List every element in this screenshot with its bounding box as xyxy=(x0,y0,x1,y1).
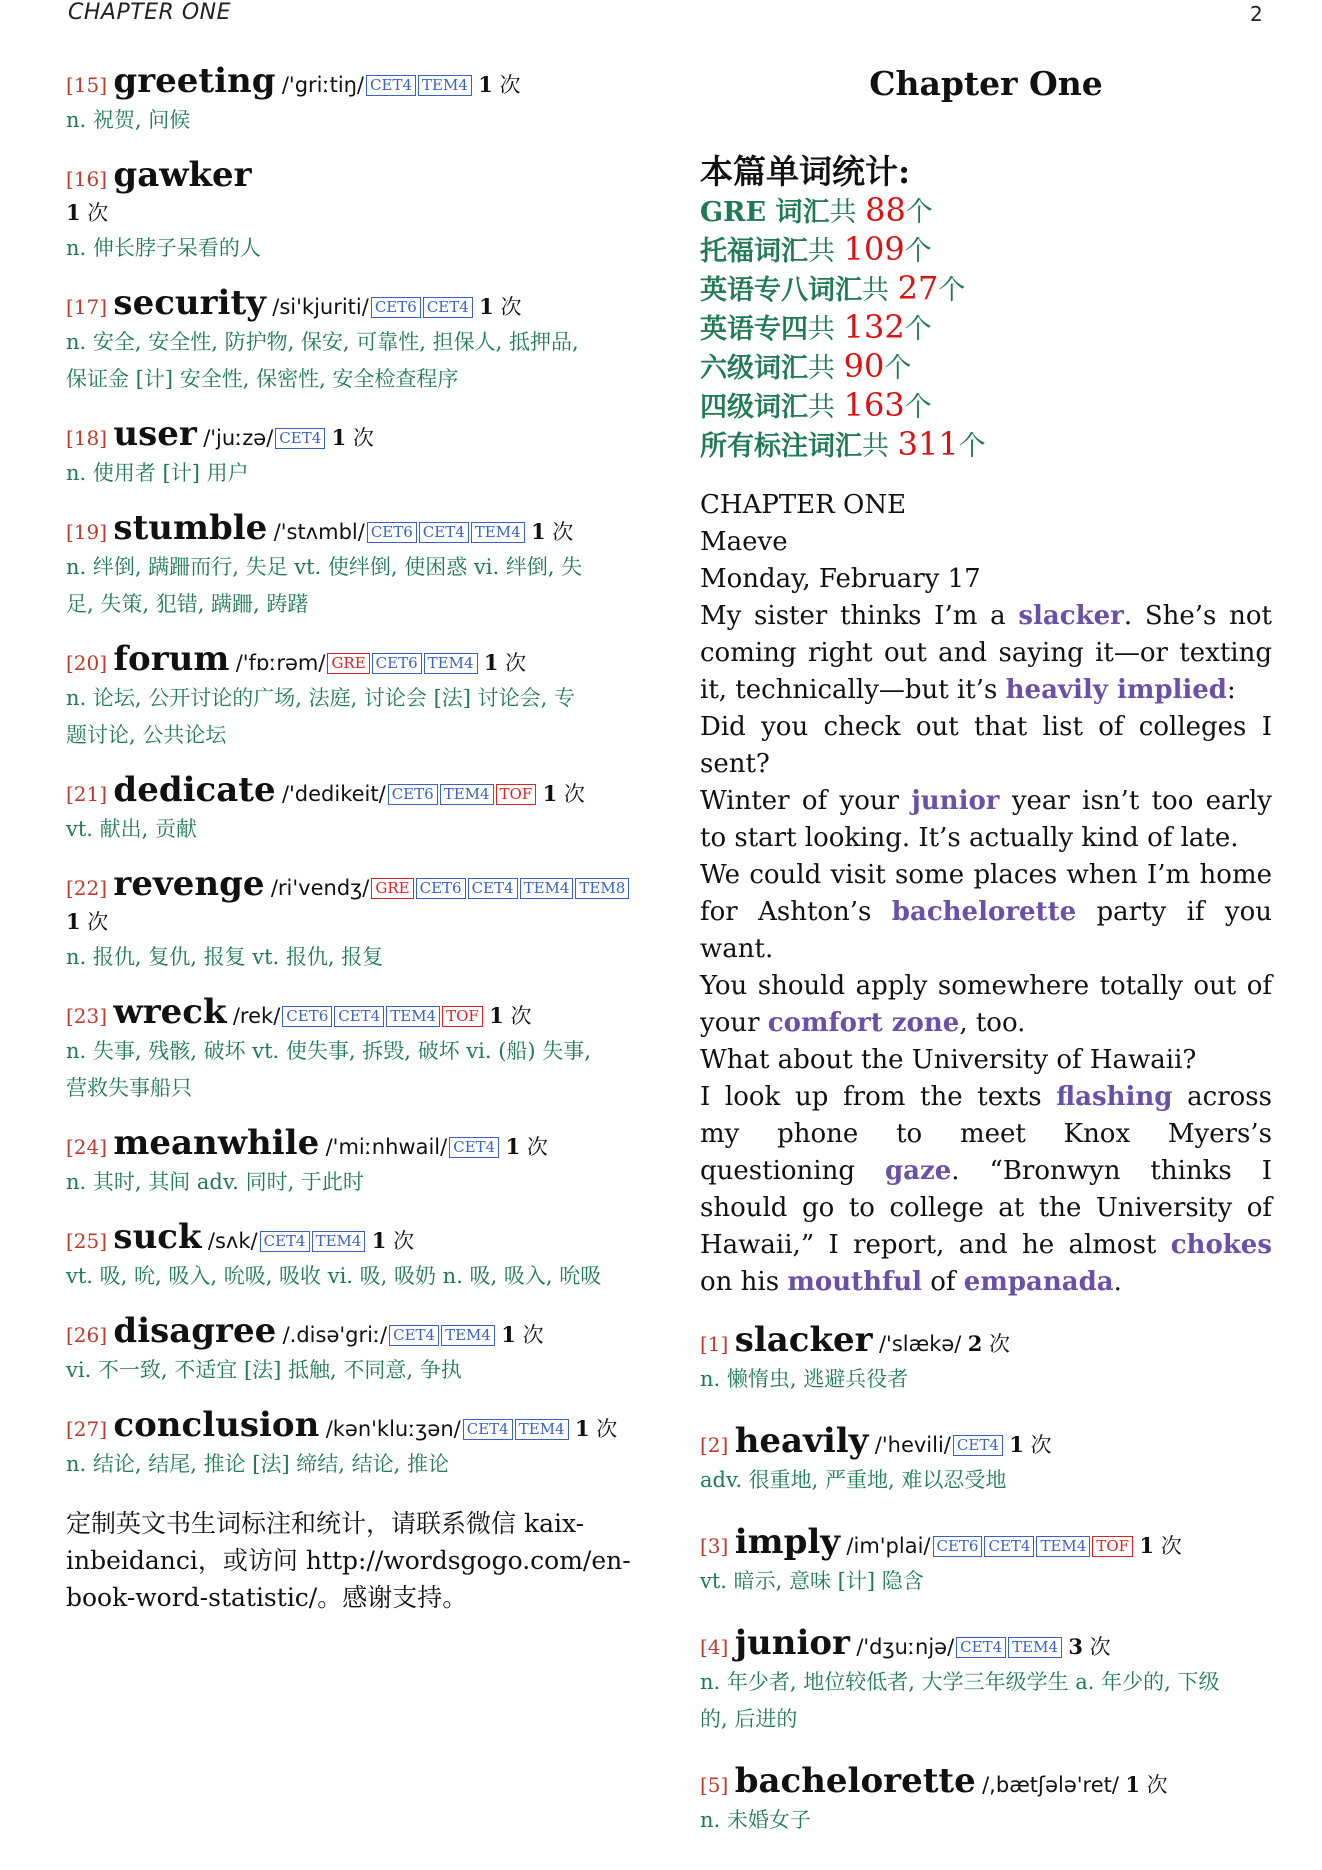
running-header: CHAPTER ONE xyxy=(68,0,232,25)
count-line xyxy=(66,196,641,230)
count-unit: 次 xyxy=(1154,1534,1182,1558)
story-narrator: Maeve xyxy=(700,527,788,557)
stat-gong: 共 xyxy=(808,392,844,423)
definition: n. 绊倒, 蹒跚而行, 失足 vt. 使绊倒, 使困惑 vi. 绊倒, 失 xyxy=(66,555,583,579)
phonetic: /'dedikeit/ xyxy=(281,782,386,806)
count-number: 1 xyxy=(371,1228,387,1253)
phonetic: /'miːnhwail/ xyxy=(325,1135,448,1159)
entry-headline xyxy=(66,1217,641,1258)
count-number: 1 xyxy=(1125,1772,1140,1797)
definition: adv. 很重地, 严重地, 难以忍受地 xyxy=(700,1468,1007,1492)
entry-headline xyxy=(66,61,641,102)
count-number: 3 xyxy=(1068,1634,1083,1659)
stat-count: 132 xyxy=(843,308,905,346)
vocab-entry xyxy=(700,1421,1272,1499)
count-unit: 次 xyxy=(498,651,527,675)
stat-row xyxy=(700,270,1272,309)
highlighted-word: bachelorette xyxy=(891,897,1077,927)
entry-headline xyxy=(66,1123,641,1164)
phonetic: /'fɒːrəm/ xyxy=(235,651,326,675)
headword: slacker xyxy=(734,1320,873,1360)
count-unit: 次 xyxy=(386,1229,415,1253)
definition: n. 结论, 结尾, 推论 [法] 缔结, 结论, 推论 xyxy=(66,1452,450,1476)
headword: conclusion xyxy=(113,1405,320,1445)
count-number: 1 xyxy=(542,781,558,806)
entry-number: [25] xyxy=(66,1229,108,1253)
left-column xyxy=(66,61,641,1616)
stat-label: 四级词汇 xyxy=(700,392,808,423)
headword: greeting xyxy=(113,61,276,101)
vocab-entry xyxy=(66,992,641,1107)
occurrence-count xyxy=(1009,1433,1051,1457)
highlighted-word: empanada xyxy=(963,1267,1114,1297)
headword: bachelorette xyxy=(734,1761,976,1801)
vocab-entry xyxy=(66,639,641,754)
occurrence-count xyxy=(484,651,526,675)
count-unit: 次 xyxy=(1023,1433,1052,1457)
entry-headline xyxy=(66,1405,641,1446)
entry-headline xyxy=(66,770,641,811)
count-unit: 次 xyxy=(503,1004,532,1028)
exam-tag: CET4 xyxy=(366,75,416,96)
entry-number: [5] xyxy=(700,1773,729,1797)
exam-tag: TOF xyxy=(1092,1536,1133,1557)
definition: n. 报仇, 复仇, 报复 vt. 报仇, 报复 xyxy=(66,945,384,969)
count-unit: 次 xyxy=(346,426,374,450)
exam-tag: TEM4 xyxy=(1036,1536,1090,1557)
exam-tag: CET6 xyxy=(388,784,438,805)
entry-headline xyxy=(700,1761,1272,1802)
definition: 营救失事船只 xyxy=(66,1076,192,1100)
vocab-entry xyxy=(66,1405,641,1483)
phonetic: /im'plai/ xyxy=(846,1534,931,1558)
occurrence-count xyxy=(372,1229,414,1253)
exam-tag: CET6 xyxy=(416,878,466,899)
count-number: 1 xyxy=(489,1003,504,1028)
exam-tag: TEM4 xyxy=(515,1419,569,1440)
entry-number: [21] xyxy=(66,782,108,806)
definition: 保证金 [计] 安全性, 保密性, 安全检查程序 xyxy=(66,367,459,391)
entry-headline xyxy=(700,1421,1272,1462)
count-number: 1 xyxy=(505,1134,521,1159)
count-unit: 次 xyxy=(80,910,109,934)
headword: meanwhile xyxy=(113,1123,320,1163)
stat-unit: 个 xyxy=(904,236,932,267)
stat-unit: 个 xyxy=(904,392,932,423)
exam-tag: TEM4 xyxy=(418,75,472,96)
headword: heavily xyxy=(734,1421,869,1461)
exam-tag: TEM4 xyxy=(1008,1637,1062,1658)
headword: junior xyxy=(734,1623,850,1663)
count-number: 1 xyxy=(574,1416,590,1441)
entry-number: [4] xyxy=(700,1635,729,1659)
count-unit: 次 xyxy=(557,782,585,806)
entry-headline xyxy=(66,864,641,905)
entry-number: [18] xyxy=(66,426,108,450)
exam-tag: TEM4 xyxy=(386,1006,440,1027)
stat-count: 311 xyxy=(897,425,959,463)
count-number: 1 xyxy=(331,425,347,450)
exam-tag: TEM4 xyxy=(440,784,494,805)
definition: n. 其时, 其间 adv. 同时, 于此时 xyxy=(66,1170,364,1194)
definition: 足, 失策, 犯错, 蹒跚, 踌躇 xyxy=(66,592,309,616)
occurrence-count xyxy=(1125,1773,1167,1797)
stat-count: 27 xyxy=(897,269,939,307)
stat-unit: 个 xyxy=(958,431,986,462)
occurrence-count xyxy=(1068,1635,1110,1659)
stat-row xyxy=(700,192,1272,231)
occurrence-count xyxy=(1139,1534,1181,1558)
stat-gong: 共 xyxy=(808,314,844,345)
headword: suck xyxy=(113,1217,202,1257)
exam-tag: TOF xyxy=(496,784,537,805)
exam-tag: CET6 xyxy=(372,653,422,674)
headword: imply xyxy=(734,1522,841,1562)
story-text xyxy=(700,487,1272,1301)
occurrence-count xyxy=(66,201,108,225)
entry-headline xyxy=(66,414,641,455)
definition: n. 失事, 残骸, 破坏 vt. 使失事, 拆毁, 破坏 vi. (船) 失事, xyxy=(66,1039,591,1063)
headword: disagree xyxy=(113,1311,277,1351)
story-paragraph: Did you check out that list of colleges I sent? xyxy=(700,712,1272,779)
phonetic: /'dʒuːnjə/ xyxy=(856,1635,955,1659)
exam-tag: CET4 xyxy=(468,878,518,899)
entry-headline xyxy=(66,1311,641,1352)
vocab-entry xyxy=(700,1761,1272,1839)
count-unit: 次 xyxy=(1139,1773,1168,1797)
exam-tag: GRE xyxy=(327,653,369,674)
occurrence-count xyxy=(543,782,585,806)
occurrence-count xyxy=(66,910,108,934)
page-number: 2 xyxy=(1250,2,1263,26)
headword: stumble xyxy=(113,508,268,548)
entry-headline xyxy=(66,992,641,1033)
occurrence-count xyxy=(478,73,520,97)
entry-headline xyxy=(700,1522,1272,1563)
exam-tag: TEM4 xyxy=(441,1325,495,1346)
phonetic: /'stʌmbl/ xyxy=(273,520,365,544)
count-unit: 次 xyxy=(520,1135,548,1159)
vocab-entry xyxy=(700,1320,1272,1398)
stat-label: 所有标注词汇 xyxy=(700,431,862,462)
entry-number: [3] xyxy=(700,1534,729,1558)
vocab-entry xyxy=(66,283,641,398)
phonetic: /'slækə/ xyxy=(878,1332,962,1356)
count-number: 1 xyxy=(66,200,81,225)
vocab-entry xyxy=(66,1123,641,1201)
stat-unit: 个 xyxy=(884,353,912,384)
count-number: 1 xyxy=(478,72,493,97)
headword: wreck xyxy=(113,992,227,1032)
count-unit: 次 xyxy=(545,520,574,544)
occurrence-count xyxy=(531,520,573,544)
entry-number: [23] xyxy=(66,1004,108,1028)
occurrence-count xyxy=(489,1004,531,1028)
stat-row xyxy=(700,426,1272,465)
promo-line: 定制英文书生词标注和统计，请联系微信 kaix- xyxy=(66,1509,585,1538)
count-unit: 次 xyxy=(1082,1635,1111,1659)
entry-number: [26] xyxy=(66,1323,108,1347)
exam-tag: TOF xyxy=(442,1006,483,1027)
exam-tag: CET6 xyxy=(282,1006,332,1027)
stat-row xyxy=(700,348,1272,387)
exam-tag: CET4 xyxy=(389,1325,439,1346)
exam-tag: CET4 xyxy=(260,1231,310,1252)
definition: n. 懒惰虫, 逃避兵役者 xyxy=(700,1367,909,1391)
exam-tag: TEM4 xyxy=(520,878,574,899)
occurrence-count xyxy=(501,1323,543,1347)
headword: user xyxy=(113,414,197,454)
entry-number: [15] xyxy=(66,73,108,97)
highlighted-word: comfort zone xyxy=(767,1008,960,1038)
occurrence-count xyxy=(332,426,374,450)
definition: n. 安全, 安全性, 防护物, 保安, 可靠性, 担保人, 抵押品, xyxy=(66,330,579,354)
phonetic: /rek/ xyxy=(232,1004,281,1028)
exam-tag: CET4 xyxy=(984,1536,1034,1557)
definition: n. 未婚女子 xyxy=(700,1808,811,1832)
stat-label: GRE 词汇 xyxy=(700,197,830,228)
story-paragraph: My sister thinks I’m a slacker. She’s not coming right out and saying it—or texting it, technically—but it’s heavily implied: xyxy=(700,601,1272,705)
exam-tag: TEM4 xyxy=(424,653,478,674)
stat-gong: 共 xyxy=(862,275,898,306)
count-unit: 次 xyxy=(492,73,521,97)
occurrence-count xyxy=(575,1417,617,1441)
exam-tag: TEM4 xyxy=(471,522,525,543)
definition: n. 年少者, 地位较低者, 大学三年级学生 a. 年少的, 下级 xyxy=(700,1670,1220,1694)
phonetic: /sʌk/ xyxy=(207,1229,258,1253)
vocab-entry xyxy=(66,61,641,139)
vocab-entry xyxy=(66,770,641,848)
count-number: 1 xyxy=(483,650,499,675)
exam-tag: CET4 xyxy=(449,1137,499,1158)
stat-count: 90 xyxy=(843,347,885,385)
phonetic: /,bætʃələ'ret/ xyxy=(982,1773,1119,1797)
stat-count: 163 xyxy=(843,386,905,424)
count-number: 1 xyxy=(531,519,546,544)
phonetic: /si'kjuriti/ xyxy=(272,295,369,319)
exam-tag: CET6 xyxy=(371,297,421,318)
occurrence-count xyxy=(968,1332,1010,1356)
count-number: 1 xyxy=(1139,1533,1155,1558)
highlighted-word: slacker xyxy=(1018,601,1124,631)
entry-number: [1] xyxy=(700,1332,729,1356)
vocab-entry xyxy=(66,1217,641,1295)
vocab-list-right xyxy=(700,1320,1272,1839)
stats-list xyxy=(700,192,1272,465)
exam-tag: TEM8 xyxy=(575,878,629,899)
vocab-entry xyxy=(66,508,641,623)
stat-gong: 共 xyxy=(862,431,898,462)
phonetic: /.disə'griː/ xyxy=(282,1323,388,1347)
definition: n. 伸长脖子呆看的人 xyxy=(66,236,261,260)
chapter-title: Chapter One xyxy=(869,64,1103,103)
entry-number: [20] xyxy=(66,651,108,675)
highlighted-word: junior xyxy=(911,786,1000,816)
story-paragraph: You should apply somewhere totally out of your comfort zone, too. xyxy=(700,971,1272,1038)
phonetic: /'griːtiŋ/ xyxy=(281,73,365,97)
story-chapter-heading: CHAPTER ONE xyxy=(700,490,907,520)
entry-number: [2] xyxy=(700,1433,729,1457)
vocab-entry xyxy=(66,1311,641,1389)
story-paragraph: We could visit some places when I’m home for Ashton’s bachelorette party if you want. xyxy=(700,860,1273,964)
entry-headline xyxy=(66,639,641,680)
phonetic: /kən'kluːʒən/ xyxy=(325,1417,461,1441)
stat-row xyxy=(700,231,1272,270)
promo-footer xyxy=(66,1505,641,1616)
entry-number: [16] xyxy=(66,167,108,191)
count-unit: 次 xyxy=(80,201,109,225)
story-paragraph: I look up from the texts flashing across my phone to meet Knox Myers’s questioning gaze. “Bronwyn thinks I should go to college at the University of Hawaii,” I report, and he almost chokes on his mouthful of empanada. xyxy=(700,1082,1272,1297)
exam-tag: CET4 xyxy=(953,1435,1003,1456)
stat-label: 六级词汇 xyxy=(700,353,808,384)
count-number: 1 xyxy=(479,294,494,319)
exam-tag: CET4 xyxy=(334,1006,384,1027)
highlighted-word: gaze xyxy=(884,1156,952,1186)
count-unit: 次 xyxy=(982,1332,1011,1356)
entry-headline xyxy=(66,508,641,549)
exam-tag: CET6 xyxy=(367,522,417,543)
definition: 的, 后进的 xyxy=(700,1707,798,1731)
definition: vt. 吸, 吮, 吸入, 吮吸, 吸收 vi. 吸, 吸奶 n. 吸, 吸入, 吮吸 xyxy=(66,1264,602,1288)
stat-label: 英语专八词汇 xyxy=(700,275,862,306)
exam-tag: CET4 xyxy=(423,297,473,318)
exam-tag: CET4 xyxy=(956,1637,1006,1658)
stat-unit: 个 xyxy=(904,314,932,345)
entry-number: [22] xyxy=(66,876,108,900)
definition: n. 使用者 [计] 用户 xyxy=(66,461,249,485)
occurrence-count xyxy=(506,1135,548,1159)
count-unit: 次 xyxy=(493,295,522,319)
entry-number: [19] xyxy=(66,520,108,544)
count-unit: 次 xyxy=(515,1323,544,1347)
highlighted-word: chokes xyxy=(1170,1230,1272,1260)
entry-number: [17] xyxy=(66,295,108,319)
highlighted-word: flashing xyxy=(1056,1082,1173,1112)
vocab-entry xyxy=(66,414,641,492)
right-column xyxy=(700,64,1272,1839)
stat-row xyxy=(700,309,1272,348)
count-number: 1 xyxy=(1009,1432,1024,1457)
stat-label: 英语专四 xyxy=(700,314,808,345)
entry-headline xyxy=(66,283,641,324)
count-number: 2 xyxy=(967,1331,983,1356)
headword: forum xyxy=(113,639,230,679)
story-date: Monday, February 17 xyxy=(700,564,981,594)
stat-gong: 共 xyxy=(808,353,844,384)
headword: gawker xyxy=(113,155,252,195)
stat-gong: 共 xyxy=(808,236,844,267)
exam-tag: CET4 xyxy=(419,522,469,543)
stat-row xyxy=(700,387,1272,426)
story-paragraph: Winter of your junior year isn’t too early to start looking. It’s actually kind of late. xyxy=(700,786,1272,853)
entry-headline xyxy=(66,155,641,196)
vocab-entry xyxy=(700,1623,1272,1738)
highlighted-word: heavily implied xyxy=(1005,675,1227,705)
phonetic: /'juːzə/ xyxy=(203,426,274,450)
promo-line: book-word-statistic/。感谢支持。 xyxy=(66,1583,468,1612)
exam-tag: TEM4 xyxy=(312,1231,366,1252)
promo-line: inbeidanci，或访问 http://wordsgogo.com/en- xyxy=(66,1546,631,1575)
exam-tag: GRE xyxy=(371,878,413,899)
story-paragraph: What about the University of Hawaii? xyxy=(700,1045,1197,1075)
definition: vt. 暗示, 意味 [计] 隐含 xyxy=(700,1569,924,1593)
count-number: 1 xyxy=(66,909,81,934)
entry-number: [24] xyxy=(66,1135,108,1159)
headword: revenge xyxy=(113,864,265,904)
vocab-entry xyxy=(66,155,641,267)
exam-tag: CET4 xyxy=(275,428,325,449)
entry-number: [27] xyxy=(66,1417,108,1441)
definition: vt. 献出, 贡献 xyxy=(66,817,198,841)
definition: n. 祝贺, 问候 xyxy=(66,108,191,132)
count-line xyxy=(66,905,641,939)
stats-heading: 本篇单词统计: xyxy=(700,152,911,191)
exam-tag: CET4 xyxy=(463,1419,513,1440)
vocab-list-left xyxy=(66,61,641,1483)
count-unit: 次 xyxy=(589,1417,618,1441)
headword: security xyxy=(113,283,266,323)
headword: dedicate xyxy=(113,770,276,810)
stat-unit: 个 xyxy=(905,197,933,228)
stat-count: 109 xyxy=(843,230,905,268)
entry-headline xyxy=(700,1320,1272,1361)
stat-gong: 共 xyxy=(829,197,866,228)
vocab-entry xyxy=(700,1522,1272,1600)
stat-unit: 个 xyxy=(938,275,966,306)
story-paragraphs xyxy=(700,598,1272,1301)
entry-headline xyxy=(700,1623,1272,1664)
exam-tag: CET6 xyxy=(933,1536,983,1557)
occurrence-count xyxy=(479,295,521,319)
stat-count: 88 xyxy=(865,191,906,229)
stat-label: 托福词汇 xyxy=(700,236,808,267)
vocab-entry xyxy=(66,864,641,976)
count-number: 1 xyxy=(501,1322,516,1347)
phonetic: /'hevili/ xyxy=(874,1433,951,1457)
highlighted-word: mouthful xyxy=(787,1267,922,1297)
definition: 题讨论, 公共论坛 xyxy=(66,723,227,747)
definition: n. 论坛, 公开讨论的广场, 法庭, 讨论会 [法] 讨论会, 专 xyxy=(66,686,576,710)
definition: vi. 不一致, 不适宜 [法] 抵触, 不同意, 争执 xyxy=(66,1358,462,1382)
phonetic: /ri'vendʒ/ xyxy=(270,876,370,900)
